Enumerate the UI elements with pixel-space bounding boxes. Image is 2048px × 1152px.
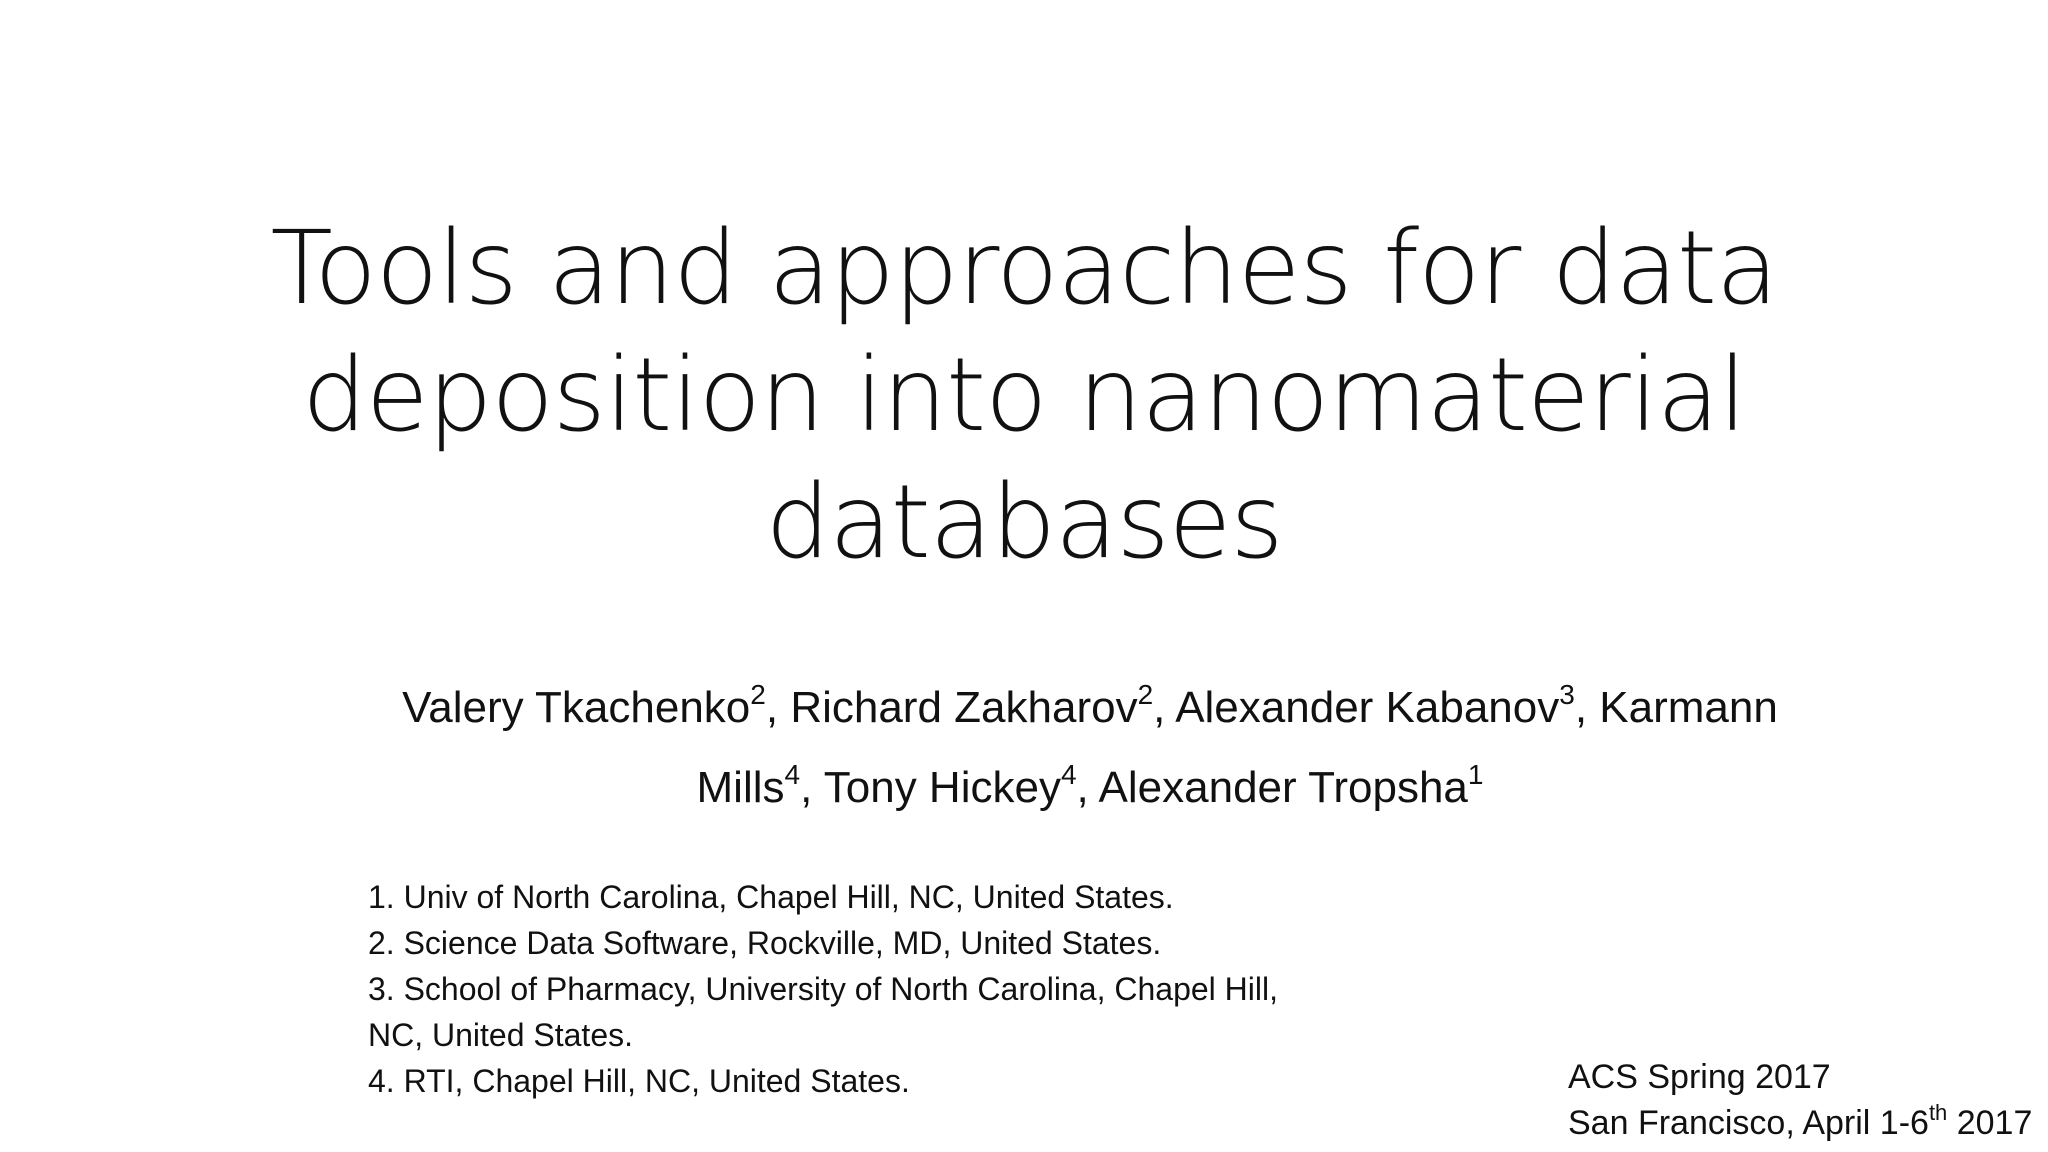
author-separator: ,: [765, 683, 791, 732]
author-name: Tony Hickey: [823, 763, 1061, 812]
author-name: Karmann: [1599, 683, 1778, 732]
author-affiliation-number: 2: [1137, 679, 1154, 710]
author-affiliation-number: 2: [750, 679, 766, 710]
author-separator: ,: [1153, 683, 1176, 732]
conference-info: [1568, 1054, 2032, 1146]
affiliation-line: NC, United States.: [368, 1017, 633, 1053]
author-separator: ,: [800, 763, 824, 812]
title-line: deposition into nanomaterial: [302, 336, 1746, 455]
authors-line-2: [300, 748, 1880, 828]
author-affiliation-number: 3: [1559, 679, 1575, 710]
author-name: Richard Zakharov: [790, 683, 1138, 732]
affiliation-line: 2. Science Data Software, Rockville, MD, United States.: [368, 925, 1162, 961]
slide-title: [200, 205, 1848, 586]
date-ordinal: th: [1928, 1100, 1948, 1125]
author-affiliation-number: 4: [1060, 759, 1077, 790]
author-name: Alexander Tropsha: [1098, 763, 1468, 812]
conference-year: 2017: [1947, 1104, 2033, 1142]
authors-block: [300, 668, 1880, 828]
affiliation-line: 4. RTI, Chapel Hill, NC, United States.: [368, 1063, 910, 1099]
conference-location-date: [1568, 1100, 2032, 1146]
author-separator: ,: [1574, 683, 1600, 732]
conference-name: ACS Spring 2017: [1568, 1058, 1831, 1096]
author-separator: ,: [1076, 763, 1099, 812]
author-name: Alexander Kabanov: [1175, 683, 1560, 732]
affiliation-line: 3. School of Pharmacy, University of North Carolina, Chapel Hill,: [368, 971, 1278, 1007]
author-name: Valery Tkachenko: [402, 683, 751, 732]
author-name: Mills: [696, 763, 785, 812]
author-affiliation-number: 4: [784, 759, 801, 790]
affiliation-line: 1. Univ of North Carolina, Chapel Hill, NC, United States.: [368, 879, 1174, 915]
affiliations-list: [368, 874, 1368, 1104]
authors-line-1: [300, 668, 1880, 748]
title-line: databases: [765, 463, 1283, 582]
author-affiliation-number: 1: [1467, 759, 1484, 790]
title-line: Tools and approaches for data: [270, 209, 1778, 328]
conference-location: San Francisco, April 1-6: [1568, 1104, 1929, 1142]
